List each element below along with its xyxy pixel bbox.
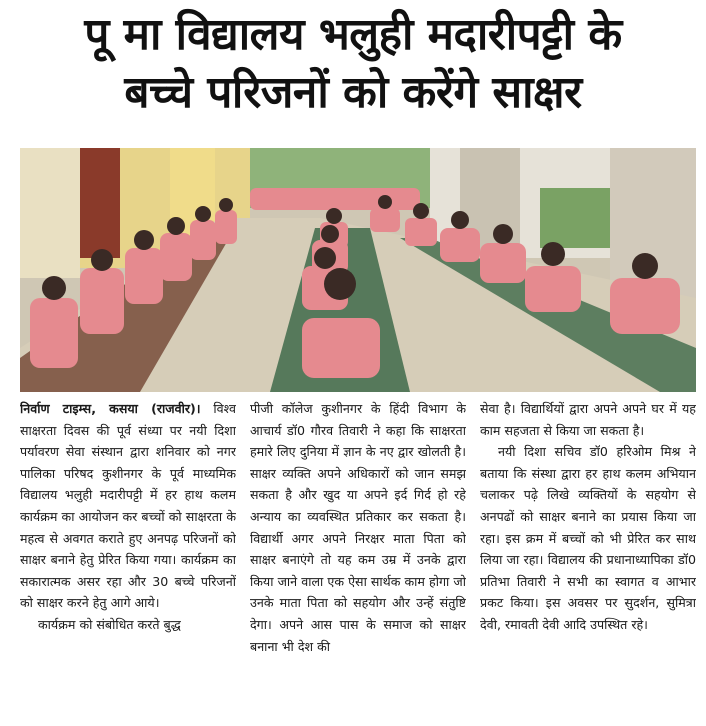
byline: निर्वाण टाइम्स, कसया (राजवीर)। [20, 401, 201, 416]
news-photo [20, 148, 696, 392]
article-paragraph [20, 398, 236, 614]
column-1-text: विश्व साक्षरता दिवस की पूर्व संध्या पर नयी दिशा पर्यावरण सेवा संस्थान द्वारा शनिवार को नगर पालिका परिषद कुशीनगर के पूर्व माध्यमिक विद्यालय भलुही मदारीपट्टी में हर हाथ कलम कार्यक्रम का आयोजन कर बच्चों को साक्षरता के महत्व से अवगत कराते हुए अनपढ़ परिजनों को साक्षर बनाने हेतु प्रेरित किया गया। कार्यक्रम का सकारात्मक असर रहा और 30 बच्चे परिजनों को साक्षर करने हेतु आगे आये। [20, 401, 236, 611]
article-column-2 [250, 398, 466, 720]
column-2-text: पीजी कॉलेज कुशीनगर के हिंदी विभाग के आचार्य डॉ0 गौरव तिवारी ने कहा कि साक्षरता हमारे लिए दुनिया में ज्ञान के नए द्वार खोलती है। साक्षर व्यक्ति अपने अधिकारों को जान समझ सकता है और खुद या अपने इर्द गिर्द हो रहे अन्याय का व्यवस्थित प्रतिकार कर सकता है। विद्यार्थी अगर अपने निरक्षर माता पिता को साक्षर बनाएंगे तो यह कम उम्र में उनके द्वारा किया जाने वाला एक ऐसा सार्थक काम होगा जो उनके माता पिता को सहयोग और उन्हें संतुष्टि देगा। अपने आस पास के समाज को साक्षर बनाना भी देश की [250, 401, 466, 654]
headline-line-2: बच्चे परिजनों को करेंगे साक्षर [124, 67, 582, 118]
headline-line-1: पू मा विद्यालय भलुही मदारीपट्टी के [84, 9, 622, 60]
column-3-text: सेवा है। विद्यार्थियों द्वारा अपने अपने घर में यह काम सहजता से किया जा सकता है। [480, 401, 696, 438]
classroom-photo-illustration [20, 148, 696, 392]
column-3-paragraph-2: नयी दिशा सचिव डॉ0 हरिओम मिश्र ने बताया कि संस्था द्वारा हर हाथ कलम अभियान चलाकर पढ़े लिखे व्यक्तियों के सहयोग से अनपढों को साक्षर बनाने का प्रयास किया जा रहा। इस क्रम में बच्चों को भी प्रेरित कर साथ लिया जा रहा। विद्यालय की प्रधानाध्यापिका डॉ0 प्रतिभा तिवारी ने सभी का स्वागत व आभार प्रकट किया। इस अवसर पर सुदर्शन, सुमित्रा देवी, रमावती देवी आदि उपस्थित रहे। [480, 444, 696, 632]
headline [0, 6, 706, 122]
article-column-3 [480, 398, 696, 720]
article-body [20, 398, 696, 720]
column-1-paragraph-2: कार्यक्रम को संबोधित करते बुद्ध [38, 616, 181, 632]
article-column-1 [20, 398, 236, 720]
